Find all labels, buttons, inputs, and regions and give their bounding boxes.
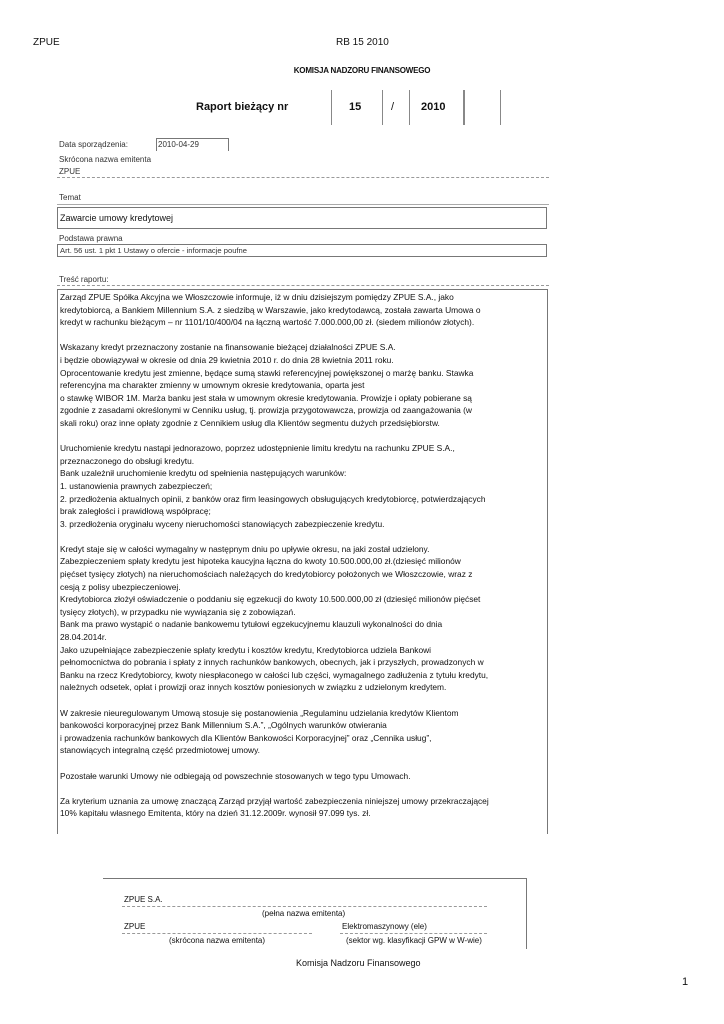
body-paragraph-6: Pozostałe warunki Umowy nie odbiegają od powszechnie stosowanych w tego typu Umowach. xyxy=(60,770,411,781)
footer-full-name-line xyxy=(122,906,487,907)
report-year: 2010 xyxy=(421,101,446,113)
body-paragraph-5: W zakresie nieuregulowanym Umową stosuje się postanowienia „Regulaminu udzielania kredytów Klientom bankowości korporacyjnej przez Bank Millennium S.A.”, „Ogólnych warunków otwierania i prowadzenia rachunków bankowych dla Klientów Bankowości Korporacyjnej” oraz „Cennika usług”, stanowiących integralną część przedmiotowej umowy. xyxy=(60,707,459,756)
authority-heading: KOMISJA NADZORU FINANSOWEGO xyxy=(293,66,431,75)
footer-sector: Elektromaszynowy (ele) xyxy=(342,922,427,931)
page-number: 1 xyxy=(682,976,689,988)
content-label: Treść raportu: xyxy=(59,275,109,284)
footer-short-name-label: (skrócona nazwa emitenta) xyxy=(169,936,266,945)
footer-short-name-line xyxy=(122,933,312,934)
topic-field: Zawarcie umowy kredytowej xyxy=(57,207,547,229)
topic-divider xyxy=(57,204,549,205)
report-number: 15 xyxy=(349,101,362,113)
report-extra-box xyxy=(463,90,501,125)
footer-short-name: ZPUE xyxy=(124,922,146,931)
content-divider xyxy=(57,285,549,286)
short-name-value: ZPUE xyxy=(59,167,81,176)
report-separator: / xyxy=(391,101,395,113)
header-left: ZPUE xyxy=(33,37,60,48)
body-paragraph-4: Kredyt staje się w całości wymagalny w następnym dniu po upływie okresu, na jaki został udzielony. Zabezpieczeniem spłaty kredytu jest hipoteka kaucyjna łączna do kwoty 10.500.000,00 zł.(dziesięć milionów pięćset tysięcy złotych) na nieruchomościach należących do kredytobiorcy położonych we Włoszczowie, wraz z cesją z polisy ubezpieczeniowej. Kredytobiorca złożył oświadczenie o poddaniu się egzekucji do kwoty 10.500.000,00 zł (dziesięć milionów pięćset tysięcy złotych), w przypadku nie wywiązania się z zobowiązań. Bank ma prawo wystąpić o nadanie bankowemu tytułowi egzekucyjnemu klauzuli wykonalności do dnia 28.04.2014r. Jako uzupełniające zabezpieczenie spłaty kredytu i kosztów kredytu, Kredytobiorca udziela Bankowi pełnomocnictwa do pobrania i spłaty z innych rachunków bankowych, obecnych, jak i przyszłych, prowadzonych w Banku na rzecz Kredytobiorcy, kwoty niespłaconego w całości lub części, wymagalnego zadłużenia z tytułu kredytu, należnych odsetek, opłat i prowizji oraz innych kosztów poniesionych w związku z udzielonym kredytem. xyxy=(60,543,489,693)
footer-sector-line xyxy=(340,933,487,934)
footer-full-name-label: (pełna nazwa emitenta) xyxy=(262,909,346,918)
body-paragraph-3: Uruchomienie kredytu nastąpi jednorazowo, poprzez udostępnienie limitu kredytu na rachunku ZPUE S.A., przeznaczonego do obsługi kredytu. Bank uzależnił uruchomienie kredytu od spełnienia następujących warunków: 1. ustanowienia prawnych zabezpieczeń; 2. przedłożenia aktualnych opinii, z banków oraz firm leasingowych obsługujących kredytobiorcę, potwierdzających brak zaległości i prawidłową współpracę; 3. przedłożenia oryginału wyceny nieruchomości stanowiących zabezpieczenie kredytu. xyxy=(60,443,486,529)
footer-sector-label: (sektor wg. klasyfikacji GPW w W-wie) xyxy=(346,936,482,945)
footer-full-name: ZPUE S.A. xyxy=(124,895,163,904)
short-name-label: Skrócona nazwa emitenta xyxy=(59,155,152,164)
footer-authority: Komisja Nadzoru Finansowego xyxy=(296,958,421,968)
body-paragraph-7: Za kryterium uznania za umowę znaczącą Zarząd przyjął wartość zabezpieczenia niniejszej umowy przekraczającej 10% kapitału własnego Emitenta, który na dzień 31.12.2009r. wynosił 97.099 tys. zł. xyxy=(60,795,489,819)
report-body xyxy=(57,289,548,834)
legal-label: Podstawa prawna xyxy=(59,234,123,243)
meta-divider xyxy=(57,177,549,178)
header-center: RB 15 2010 xyxy=(336,37,389,48)
date-label: Data sporządzenia: xyxy=(59,140,128,149)
body-paragraph-2: Wskazany kredyt przeznaczony zostanie na finansowanie bieżącej działalności ZPUE S.A. i będzie obowiązywał w okresie od dnia 29 kwietnia 2010 r. do dnia 28 kwietnia 2011 roku. Oprocentowanie kredytu jest zmienne, będące sumą stawki referencyjnej powiększonej o marżę banku. Stawka referencyjna ma charakter zmienny w umownym okresie kredytowania, oparta jest o stawkę WIBOR 1M. Marża banku jest stała w umownym okresie kredytowania. Prowizje i opłaty pobierane są zgodnie z zasadami określonymi w Cenniku usług, tj. prowizja przygotowawcza, prowizja od zaangażowania (w skali roku) oraz inne opłaty zgodnie z Cennikiem usług dla Klientów segmentu dużych przedsiębiorstw. xyxy=(60,342,474,428)
topic-label: Temat xyxy=(59,193,81,202)
legal-field: Art. 56 ust. 1 pkt 1 Ustawy o ofercie - informacje poufne xyxy=(57,244,547,257)
report-title: Raport bieżący nr xyxy=(196,101,289,113)
body-paragraph-1: Zarząd ZPUE Spółka Akcyjna we Włoszczowie informuje, iż w dniu dzisiejszym pomiędzy ZPUE S.A., jako kredytobiorcą, a Bankiem Millennium S.A. z siedzibą w Warszawie, jako kredytodawcą, została zawarta Umowa o kredyt w rachunku bieżącym – nr 1101/10/400/04 na łączną wartość 7.000.000,00 zł. (siedem milionów złotych). xyxy=(60,292,481,328)
date-field: 2010-04-29 xyxy=(156,138,229,151)
